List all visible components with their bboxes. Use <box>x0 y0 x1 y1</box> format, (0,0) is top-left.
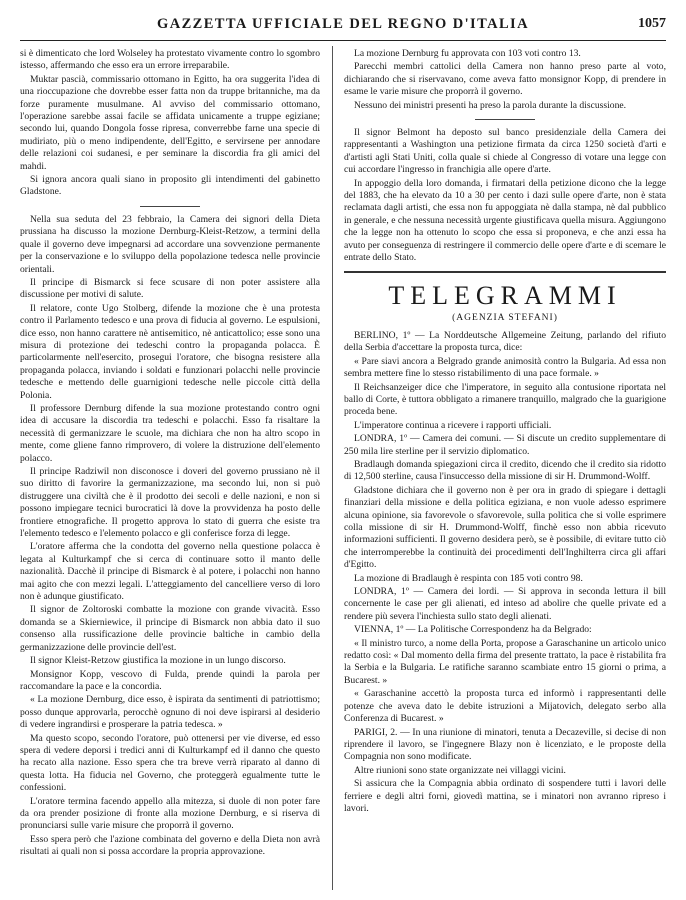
telegrams-heading: TELEGRAMMI <box>388 280 622 310</box>
column-divider <box>332 46 333 890</box>
paragraph: Il principe di Bismarck si fece scusare di non poter assistere alla discussione per motivi di salute. <box>20 276 320 301</box>
telegram-paragraph: L'imperatore continua a ricevere i rapporti ufficiali. <box>354 419 552 431</box>
paragraph: In appoggio della loro domanda, i firmatari della petizione dicono che la legge del 1883, che ha elevato da 10 a 30 per cento i dazi sulle opere d'arte, non è stata reclamata dagli artisti, che essa non fu appoggiata nè dalla stampa, nè dal pubblico in generale, e che nessuna necessità urgente giustificava quella misura. Aggiungono che la legge non ha ottenuto lo scopo che essa si proponeva, e che anzi essa ha avuto per conseguenza di restringere il commercio delle opere d'arte e di scemare le entrate dello Stato. <box>344 177 666 264</box>
telegram-paragraph: LONDRA, 1º — Camera dei lordi. — Si approva in seconda lettura il bill concernente le case per gli alienati, ed inteso ad abolire che quelle private ed a rendere più severa l'inchiesta sullo stato degli alienati. <box>344 586 666 622</box>
telegram-paragraph: Bradlaugh domanda spiegazioni circa il credito, dicendo che il credito sia ridotto di 12,500 sterline, causa l'insuccesso della missione di sir H. Drummond-Wolff. <box>344 458 666 483</box>
paragraph: « La mozione Dernburg, dice esso, è ispirata da sentimenti di patriottismo; posso dunque approvarla, perocchè ognuno di noi deve ispirarsi al desiderio di vedere ingrandirsi e prosperare la patria tedesca. » <box>20 694 320 731</box>
telegram-paragraph: PARIGI, 2. — In una riunione di minatori, tenuta a Decazeville, si decise di non riprendere il lavoro, se l'ingegnere Blazy non è licenziato, e le proposte della Compagnia non sono modificate. <box>344 726 666 763</box>
paragraph: L'oratore termina facendo appello alla mitezza, si duole di non poter fare da ora prender posizione di fronte alla mozione Dernburg, e si riserva di pronunciarsi sulle varie misure che proporrà il governo. <box>20 795 320 832</box>
paragraph: Il principe Radziwil non disconosce i doveri del governo prussiano nè il suo diritto di favorire la germanizzazione, ma secondo lui, non si può distruggere una civiltà che è il prodotto dei secoli e delle nazioni, e non si possono impiegare tecnici burocratici là dove la provvidenza ha posto delle frontiere etnografiche. Il progetto approva lo stato di guerra che esiste tra l'elemento tedesco e l'elemento polacco e gli conferisce forza di legge. <box>20 466 320 540</box>
paragraph: Muktar pascià, commissario ottomano in Egitto, ha ora suggerita l'idea di una rioccupazione che dovrebbe esser fatta non da truppe britanniche, ma da forze puramente musulmane. Al avviso del commissario ottomano, l'operazione sarebbe assai facile se affidata unicamente a truppe egiziane; secondo lui, quando Dongola fosse ripresa, converrebbe farne una specie di mudiriato, più o meno indipendente, dell'Egitto, e servirsene per annodare delle relazioni coi sudanesi, e per seminare la discordia fra gli amici del mahdi. <box>20 73 320 172</box>
left-column <box>20 48 320 892</box>
paragraph: Esso spera però che l'azione combinata del governo e della Dieta non avrà risultati ai quali non si possa accordare la propria approvazione. <box>20 833 320 858</box>
telegram-paragraph: BERLINO, 1º — La Norddeutsche Allgemeine Zeitung, parlando del rifiuto della Serbia d'accettare la proposta turca, dice: <box>344 329 666 354</box>
paragraph: si è dimenticato che lord Wolseley ha protestato vivamente contro lo sgombro istesso, affermando che esso era un errore irreparabile. <box>20 48 320 72</box>
paragraph: Il relatore, conte Ugo Stolberg, difende la mozione che è una protesta contro il Parlamento tedesco e una prova di fiducia al governo. Le espulsioni, dice esso, non hanno carattere nè antisemitico, nè anticattolico; esse sono una misura di protezione dei tedeschi contro la propaganda polacca. È particolarmente nell'esercito, prosegui l'oratore, che bisogna resistere alla propaganda polacca, inviando i soldati e funzionari polacchi nelle provincie tedesche e mettendo delle guarnigioni tedesche nelle piccole città della Polonia. <box>20 302 320 401</box>
page-header <box>20 14 666 41</box>
section-separator <box>475 119 535 120</box>
paragraph: La mozione Dernburg fu approvata con 103 voti contro 13. <box>354 48 581 59</box>
telegram-paragraph: Altre riunioni sono state organizzate nei villaggi vicini. <box>354 764 566 776</box>
telegram-paragraph: Gladstone dichiara che il governo non è per ora in grado di spiegare i dettagli finanziari della missione e della politica egiziana, e non vuole adesso esprimere alcuna opinione, sia favorevole o sfavorevole, sulla politica che si volle esprimere colla missione di sir H. Drummond-Wolff, finchè esso non abbia ricevuto informazioni sufficienti. Il governo desidera però, se è possibile, di evitare tutto ciò che interromperebbe la continuità dei procedimenti dell'Inghilterra circa gli affari d'Egitto. <box>344 484 666 571</box>
telegram-paragraph: « Pare siavi ancora a Belgrado grande animosità contro la Bulgaria. Ad essa non sembra mettere fine lo stesso ristabilimento di una pace formale. » <box>344 355 666 380</box>
telegram-paragraph: Il Reichsanzeiger dice che l'imperatore, in seguito alla contusione riportata nel ballo di Corte, è tuttora obbligato a rimanere tranquillo, malgrado che la guarigione proceda bene. <box>344 381 666 418</box>
paragraph: Ma questo scopo, secondo l'oratore, può ottenersi per vie diverse, ed esso spera di vedere deporsi i tredici anni di Kulturkampf ed il danno che questo ha recato alla nazione. Esso spera che tra breve verrà riparato al danno di questa lotta. Ha fiducia nel Governo, che proteggerà egualmente tutte le confessioni. <box>20 732 320 794</box>
telegram-paragraph: « Garaschanine accettò la proposta turca ed informò i rappresentanti delle potenze che aveva dato le debite istruzioni a Mijatovich, delegato serbo alla Conferenza di Bucarest. » <box>344 688 666 725</box>
telegram-paragraph: Si assicura che la Compagnia abbia ordinato di sospendere tutti i lavori delle ferriere e degli altri forni, giovedì mattina, se i minatori non avranno ripreso i lavori. <box>344 778 666 814</box>
telegram-paragraph: LONDRA, 1º — Camera dei comuni. — Si discute un credito supplementare di 250 mila lire sterline per il servizio diplomatico. <box>344 433 666 457</box>
telegram-paragraph: « Il ministro turco, a nome della Porta, propose a Garaschanine un articolo unico redatto così: « Dal momento della firma del presente trattato, la pace è ristabilita fra la Serbia e la Bulgaria. Le ratifiche saranno scambiate entro 15 giorni o prima, a Bucarest. » <box>344 637 666 686</box>
heading-rule <box>344 271 666 273</box>
newspaper-title: GAZZETTA UFFICIALE DEL REGNO D'ITALIA <box>157 16 529 32</box>
paragraph: Il professore Dernburg difende la sua mozione protestando contro ogni idea di accusare la discordia tra tedeschi e polacchi. Esso fa risaltare la necessità di germanizzare le scuole, ma dichiara che non ha altro scopo in mente, come gliene fanno rimprovero, di volere la distruzione dell'elemento polacco. <box>20 402 320 464</box>
paragraph: Il signor de Zoltoroski combatte la mozione con grande vivacità. Esso domanda se a Skierniewice, il principe di Bismarck non abbia dato il suo consenso alla russificazione delle provincie baltiche in cambio della germanizzazione delle provincie dell'est. <box>20 604 320 653</box>
section-separator <box>140 206 200 207</box>
paragraph: L'oratore afferma che la condotta del governo nella questione polacca è legata al Kulturkampf che si cerca di continuare sotto il manto delle nazionalità. Dacchè il principe di Bismarck è al potere, i polacchi non hanno mai agito che con mezzi legali. L'atteggiamento del cancelliere verso di loro non è adunque giustificato. <box>20 541 320 603</box>
paragraph: Il signor Belmont ha deposto sul banco presidenziale della Camera dei rappresentanti a Washington una petizione firmata da circa 1250 società d'arti e d'artisti agli Stati Uniti, colla quale si chiede al Congresso di votare una legge con cui accordare l'ingresso in franchigia alle opere d'arte. <box>344 127 666 176</box>
paragraph: Il signor Kleist-Retzow giustifica la mozione in un lungo discorso. <box>30 655 286 667</box>
paragraph: Monsignor Kopp, vescovo di Fulda, prende quindi la parola per raccomandare la pace e la concordia. <box>20 668 320 692</box>
paragraph: Nella sua seduta del 23 febbraio, la Camera dei signori della Dieta prussiana ha discusso la mozione Dernburg-Kleist-Retzow, a termini della quale il governo deve impegnarsi ad accordare una sovvenzione permanente per la conservazione e lo sviluppo della popolazione tedesca nelle provincie orientali. <box>20 213 320 275</box>
paragraph: Parecchi membri cattolici della Camera non hanno preso parte al voto, dichiarando che si riservavano, come aveva fatto monsignor Kopp, di prendere in esame le varie misure che proporrà il governo. <box>344 61 666 98</box>
right-column <box>344 48 666 892</box>
telegrams-heading-block <box>344 271 666 324</box>
paragraph: Nessuno dei ministri presenti ha preso la parola durante la discussione. <box>354 99 627 111</box>
telegrams-subheading: (AGENZIA STEFANI) <box>452 312 558 323</box>
telegram-paragraph: La mozione di Bradlaugh è respinta con 185 voti contro 98. <box>354 572 583 584</box>
telegram-paragraph: VIENNA, 1º — La Politische Correspondenz ha da Belgrado: <box>354 624 592 636</box>
paragraph: Si ignora ancora quali siano in proposito gli intendimenti del gabinetto Gladstone. <box>20 174 320 198</box>
page-number: 1057 <box>638 16 666 31</box>
